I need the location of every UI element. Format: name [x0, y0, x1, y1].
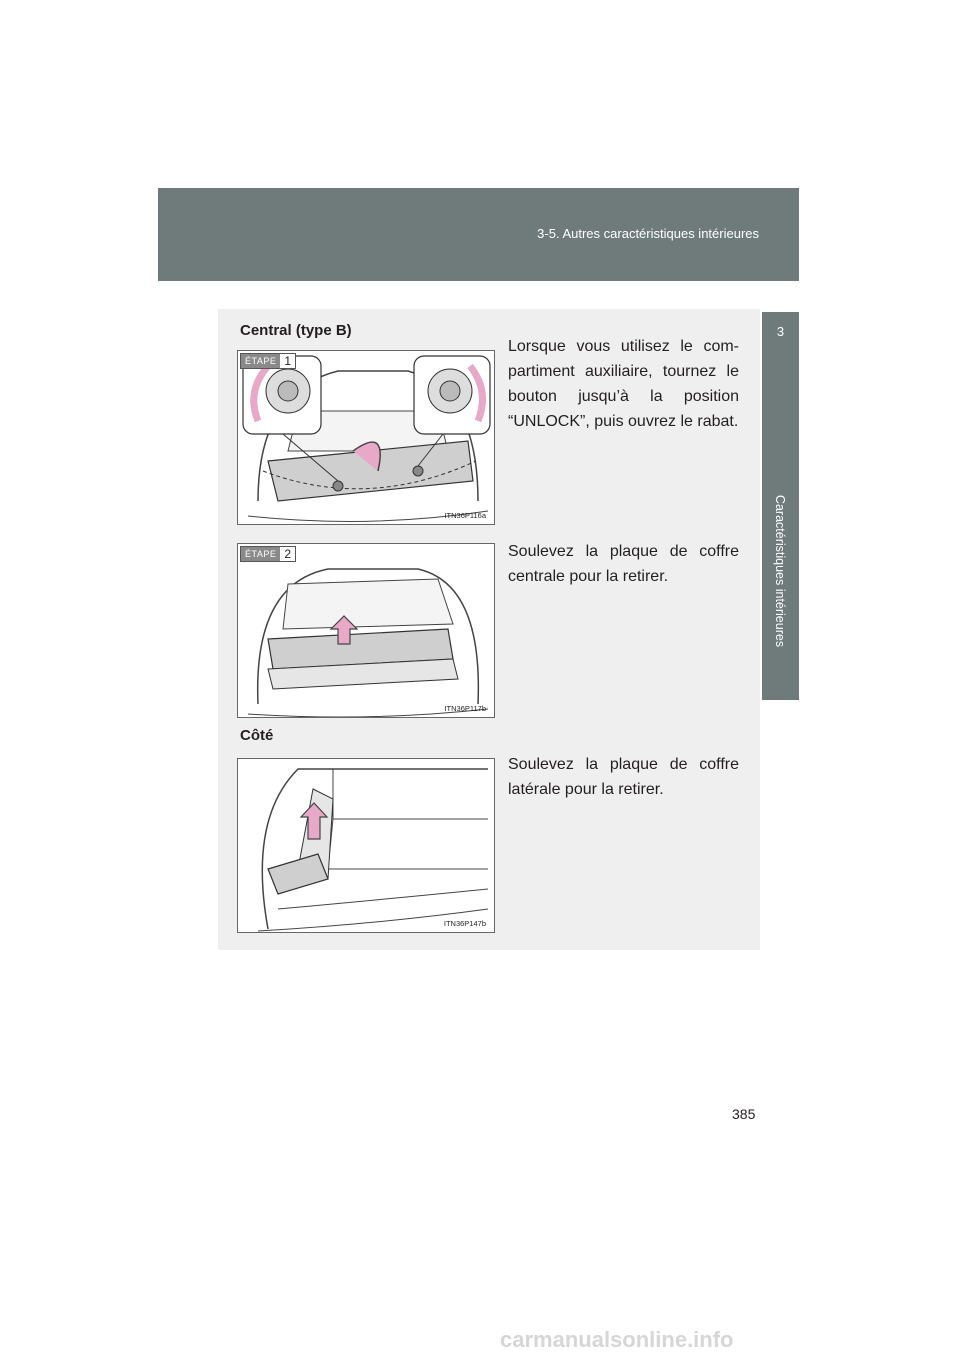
- step-badge-number: 1: [284, 354, 292, 368]
- trunk-plate-illustration: [238, 544, 495, 718]
- watermark-text: carmanualsonline.info: [500, 1327, 734, 1352]
- step-badge-label: ÉTAPE: [241, 354, 280, 368]
- section-title-central: Central (type B): [240, 322, 352, 339]
- trunk-knob-illustration: [238, 351, 495, 525]
- figure-id: ITN36P116a: [444, 511, 486, 520]
- step-badge-number: 2: [284, 547, 292, 561]
- watermark-logo: [500, 1326, 790, 1354]
- illustration-side: [237, 758, 495, 933]
- side-text: Soulevez la plaque de coffre latérale pour la retirer.: [508, 756, 739, 798]
- chapter-label: Caractéristiques intérieures: [773, 494, 787, 648]
- step-badge-2: [240, 546, 296, 562]
- header-bar: [158, 188, 799, 281]
- page-number: 385: [732, 1106, 756, 1122]
- section-heading: 3-5. Autres caractéristiques intérieures: [537, 226, 759, 241]
- step-2-text: Soulevez la plaque de coffre centrale pour la retirer.: [508, 543, 739, 585]
- illustration-step-1: [237, 350, 495, 525]
- step-badge-1: [240, 353, 296, 369]
- figure-id: ITN36P117b: [444, 704, 486, 713]
- illustration-step-2: [237, 543, 495, 718]
- side-plate-illustration: [238, 759, 495, 933]
- figure-id: ITN36P147b: [443, 919, 486, 928]
- chapter-label-wrap: [765, 494, 795, 692]
- step-1-text: Lorsque vous utilisez le com-partiment auxiliaire, tournez le bouton jusqu’à la position “UNLOCK”, puis ouvrez le rabat.: [508, 338, 739, 430]
- chapter-tab: [762, 312, 799, 700]
- step-badge-label: ÉTAPE: [241, 547, 280, 561]
- chapter-number: 3: [776, 324, 785, 339]
- section-title-side: Côté: [240, 727, 274, 744]
- side-tab-spacer: [762, 281, 799, 312]
